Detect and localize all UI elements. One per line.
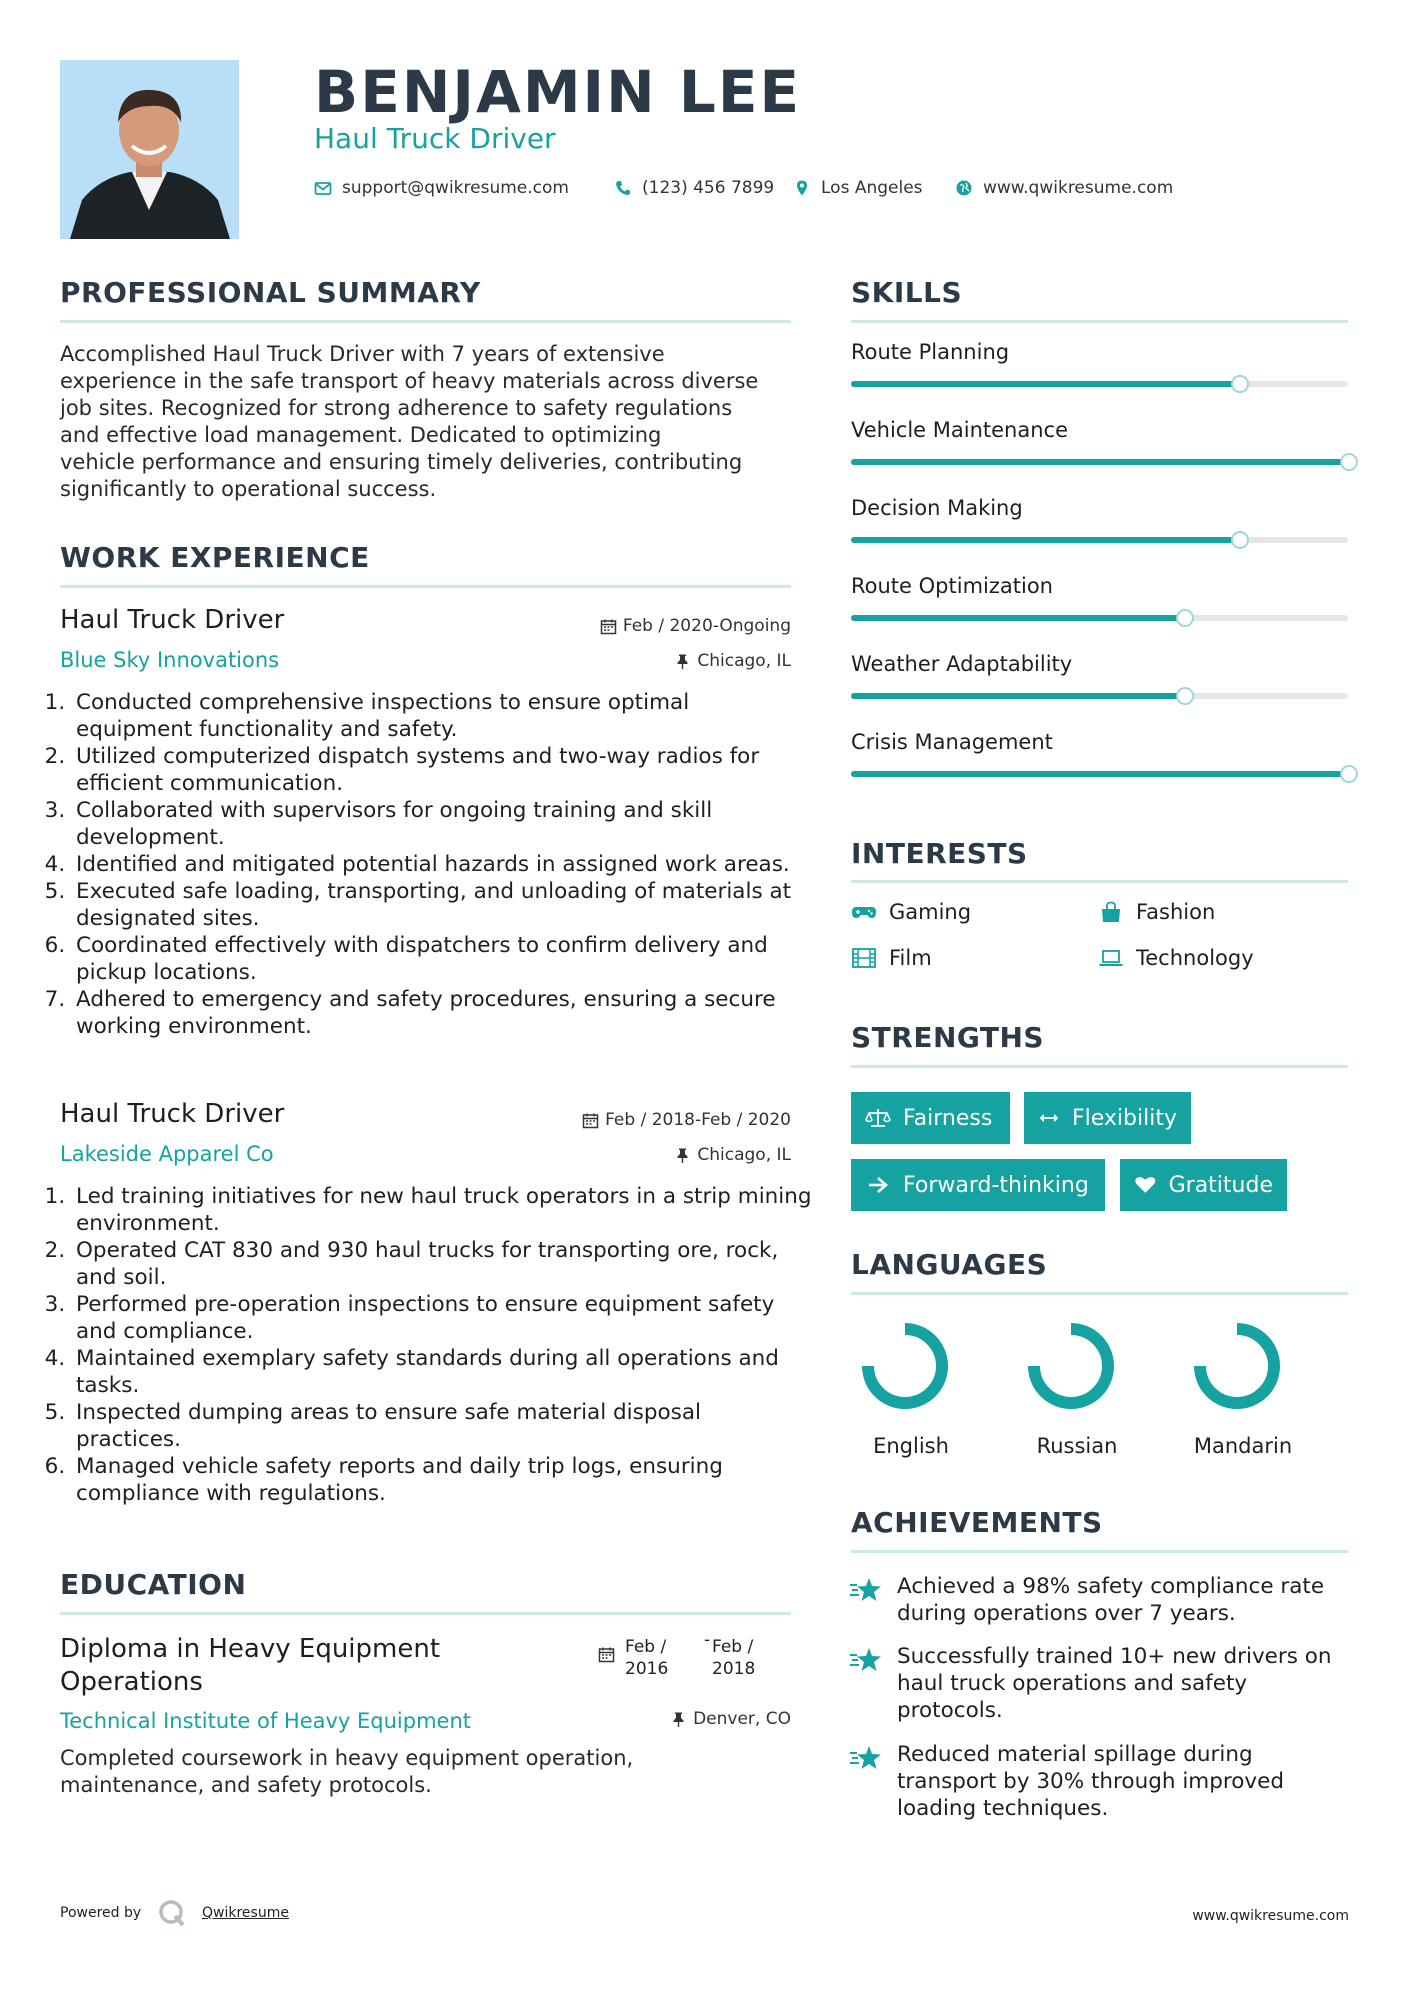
interest-label: Technology — [1136, 946, 1254, 970]
skill-bar-fill — [851, 693, 1184, 699]
interest-item — [851, 946, 932, 970]
interest-item — [1098, 900, 1215, 924]
education-rule — [60, 1612, 791, 1615]
skill-bar-knob — [1176, 609, 1194, 627]
job-title: Haul Truck Driver — [60, 1099, 285, 1129]
calendar-icon — [600, 618, 617, 635]
list-item: 1. Led training initiatives for new haul truck operators in a strip mining environment. — [72, 1183, 812, 1237]
job-dates — [600, 616, 791, 636]
balance-scale-icon — [865, 1107, 891, 1129]
achievement-text — [897, 1643, 1332, 1724]
phone-icon — [614, 179, 632, 197]
list-item: 5. Executed safe loading, transporting, and unloading of materials at designated sites. — [72, 878, 812, 932]
job-location-text: Chicago, IL — [697, 651, 791, 671]
summary-line: Accomplished Haul Truck Driver with 7 years of extensive — [60, 342, 665, 366]
calendar-icon — [598, 1646, 615, 1667]
interest-item — [851, 900, 971, 924]
skill-bar-knob — [1340, 765, 1358, 783]
shopping-bag-icon — [1098, 901, 1124, 923]
skill-bar-track — [851, 381, 1348, 387]
strength-label: Flexibility — [1072, 1105, 1177, 1131]
qwikresume-link[interactable]: Qwikresume — [202, 1905, 289, 1921]
education-start-date — [625, 1636, 668, 1680]
job-company: Blue Sky Innovations — [60, 648, 280, 672]
achievement-item — [849, 1741, 1359, 1822]
experience-heading: WORK EXPERIENCE — [60, 541, 370, 574]
achievements-rule — [851, 1550, 1348, 1553]
degree-title — [60, 1633, 440, 1699]
strength-badge — [851, 1159, 1105, 1211]
profile-photo — [60, 60, 239, 239]
skill-bar-fill — [851, 771, 1348, 777]
list-item: 4. Maintained exemplary safety standards during all operations and tasks. — [72, 1345, 812, 1399]
education-location — [670, 1709, 791, 1729]
skill-item — [851, 652, 1360, 712]
calendar-icon — [582, 1112, 599, 1129]
achievement-line: during operations over 7 years. — [897, 1601, 1236, 1626]
job-bullet-list — [54, 1183, 812, 1507]
strength-badge — [851, 1092, 1010, 1144]
skill-bar-track — [851, 537, 1348, 543]
interests-rule — [851, 880, 1348, 883]
heart-icon — [1134, 1174, 1157, 1196]
language-gauge-arc — [1200, 1329, 1274, 1403]
achievement-line: haul truck operations and safety — [897, 1671, 1248, 1696]
summary-line: job sites. Recognized for strong adherence to safety regulations — [60, 396, 733, 420]
laptop-icon — [1098, 947, 1124, 969]
skills-rule — [851, 320, 1348, 323]
list-item: 7. Adhered to emergency and safety procedures, ensuring a secure working environment. — [72, 986, 812, 1040]
language-label: Russian — [1036, 1434, 1118, 1458]
star-icon — [849, 1743, 883, 1773]
education-line: maintenance, and safety protocols. — [60, 1773, 432, 1797]
language-label: Mandarin — [1193, 1434, 1293, 1458]
star-icon — [849, 1575, 883, 1605]
contact-website[interactable] — [955, 178, 1173, 198]
school-name: Technical Institute of Heavy Equipment — [60, 1709, 472, 1733]
degree-line: Diploma in Heavy Equipment — [60, 1634, 441, 1664]
education-end-date — [712, 1636, 755, 1680]
strength-label: Gratitude — [1168, 1172, 1273, 1198]
location-text: Los Angeles — [821, 178, 923, 198]
date-separator: - — [704, 1630, 711, 1650]
globe-icon — [955, 179, 973, 197]
contact-location — [793, 178, 923, 198]
skill-bar-knob — [1176, 687, 1194, 705]
qwikresume-logo-icon — [157, 1898, 187, 1932]
skill-bar-track — [851, 459, 1348, 465]
job-company: Lakeside Apparel Co — [60, 1142, 274, 1166]
achievement-item — [849, 1643, 1359, 1724]
website-text: www.qwikresume.com — [983, 178, 1174, 198]
skill-item — [851, 418, 1360, 478]
skill-label: Route Optimization — [851, 574, 1053, 598]
footer-website-link[interactable]: www.qwikresume.com — [1192, 1908, 1349, 1924]
skill-bar-fill — [851, 537, 1239, 543]
skill-bar-knob — [1231, 531, 1249, 549]
interests-heading: INTERESTS — [851, 837, 1028, 870]
achievement-item — [849, 1573, 1359, 1627]
achievement-line: Achieved a 98% safety compliance rate — [897, 1574, 1325, 1599]
achievement-line: transport by 30% through improved — [897, 1769, 1284, 1794]
language-gauges — [855, 1316, 1355, 1416]
job-dates-text: Feb / 2020-Ongoing — [622, 616, 791, 636]
languages-heading: LANGUAGES — [851, 1248, 1048, 1281]
achievement-text — [897, 1573, 1324, 1627]
list-item: 2. Utilized computerized dispatch systems and two-way radios for efficient communication. — [72, 743, 812, 797]
skill-item — [851, 574, 1360, 634]
skill-bar-fill — [851, 459, 1348, 465]
achievement-line: Reduced material spillage during — [897, 1742, 1253, 1767]
job-bullet-list — [54, 689, 812, 1040]
arrow-right-icon — [865, 1174, 891, 1196]
education-description — [60, 1745, 800, 1799]
achievements-heading: ACHIEVEMENTS — [851, 1506, 1103, 1539]
skills-heading: SKILLS — [851, 276, 963, 309]
language-label: English — [873, 1434, 949, 1458]
skill-label: Vehicle Maintenance — [851, 418, 1069, 442]
powered-by-label: Powered by — [60, 1905, 142, 1921]
degree-line: Operations — [60, 1667, 203, 1697]
contact-phone[interactable] — [614, 178, 774, 198]
contact-email[interactable] — [314, 178, 569, 198]
start-month: Feb / — [625, 1637, 667, 1657]
list-item: 6. Coordinated effectively with dispatchers to confirm delivery and pickup locations. — [72, 932, 812, 986]
skill-bar-knob — [1340, 453, 1358, 471]
achievement-line: protocols. — [897, 1698, 1003, 1723]
summary-line: experience in the safe transport of heavy materials across diverse — [60, 369, 759, 393]
phone-text: (123) 456 7899 — [642, 178, 775, 198]
list-item: 1. Conducted comprehensive inspections to ensure optimal equipment functionality and safety. — [72, 689, 812, 743]
list-item: 4. Identified and mitigated potential hazards in assigned work areas. — [72, 851, 812, 878]
skill-label: Route Planning — [851, 340, 1010, 364]
skill-label: Crisis Management — [851, 730, 1053, 754]
education-location-text: Denver, CO — [693, 1709, 791, 1729]
skill-bar-track — [851, 693, 1348, 699]
achievement-text — [897, 1741, 1284, 1822]
envelope-icon — [314, 179, 332, 197]
language-gauge-arc — [868, 1329, 942, 1403]
start-year: 2016 — [625, 1659, 669, 1679]
summary-rule — [60, 320, 791, 323]
email-text: support@qwikresume.com — [342, 178, 569, 198]
thumbtack-icon — [674, 653, 691, 670]
interest-label: Gaming — [889, 900, 972, 924]
skill-item — [851, 730, 1360, 790]
achievement-line: Successfully trained 10+ new drivers on — [897, 1644, 1332, 1669]
experience-rule — [60, 585, 791, 588]
achievement-line: loading techniques. — [897, 1796, 1109, 1821]
job-location — [674, 651, 791, 671]
candidate-title: Haul Truck Driver — [314, 122, 556, 155]
thumbtack-icon — [670, 1711, 687, 1728]
summary-line: significantly to operational success. — [60, 477, 437, 501]
film-icon — [851, 947, 877, 969]
strength-label: Fairness — [903, 1105, 993, 1131]
job-location — [674, 1145, 791, 1165]
end-year: 2018 — [712, 1659, 756, 1679]
skill-bar-fill — [851, 615, 1184, 621]
education-line: Completed coursework in heavy equipment operation, — [60, 1746, 634, 1770]
skill-bar-knob — [1231, 375, 1249, 393]
skill-item — [851, 340, 1360, 400]
job-title: Haul Truck Driver — [60, 605, 285, 635]
education-heading: EDUCATION — [60, 1568, 247, 1601]
map-pin-icon — [793, 179, 811, 197]
job-dates-text: Feb / 2018-Feb / 2020 — [605, 1110, 791, 1130]
list-item: 6. Managed vehicle safety reports and daily trip logs, ensuring compliance with regulations. — [72, 1453, 812, 1507]
interest-label: Film — [889, 946, 932, 970]
skill-bar-track — [851, 771, 1348, 777]
skill-bar-track — [851, 615, 1348, 621]
skill-label: Weather Adaptability — [851, 652, 1073, 676]
arrows-horizontal-icon — [1038, 1107, 1060, 1129]
summary-line: vehicle performance and ensuring timely deliveries, contributing — [60, 450, 743, 474]
list-item: 2. Operated CAT 830 and 930 haul trucks for transporting ore, rock, and soil. — [72, 1237, 812, 1291]
strength-badge — [1024, 1092, 1191, 1144]
strength-label: Forward-thinking — [903, 1172, 1089, 1198]
language-gauge-arc — [1034, 1329, 1108, 1403]
summary-text — [60, 341, 800, 503]
interest-label: Fashion — [1136, 900, 1216, 924]
candidate-name: BENJAMIN LEE — [314, 58, 802, 126]
star-icon — [849, 1645, 883, 1675]
strengths-heading: STRENGTHS — [851, 1021, 1045, 1054]
summary-heading: PROFESSIONAL SUMMARY — [60, 276, 481, 309]
gamepad-icon — [851, 901, 877, 923]
job-location-text: Chicago, IL — [697, 1145, 791, 1165]
skill-bar-fill — [851, 381, 1239, 387]
summary-line: and effective load management. Dedicated to optimizing — [60, 423, 662, 447]
job-dates — [582, 1110, 791, 1130]
list-item: 3. Performed pre-operation inspections to ensure equipment safety and compliance. — [72, 1291, 812, 1345]
list-item: 5. Inspected dumping areas to ensure safe material disposal practices. — [72, 1399, 812, 1453]
languages-rule — [851, 1292, 1348, 1295]
skill-label: Decision Making — [851, 496, 1023, 520]
strength-badge — [1120, 1159, 1287, 1211]
strengths-rule — [851, 1065, 1348, 1068]
interest-item — [1098, 946, 1254, 970]
thumbtack-icon — [674, 1147, 691, 1164]
end-month: Feb / — [712, 1637, 754, 1657]
list-item: 3. Collaborated with supervisors for ongoing training and skill development. — [72, 797, 812, 851]
skill-item — [851, 496, 1360, 556]
